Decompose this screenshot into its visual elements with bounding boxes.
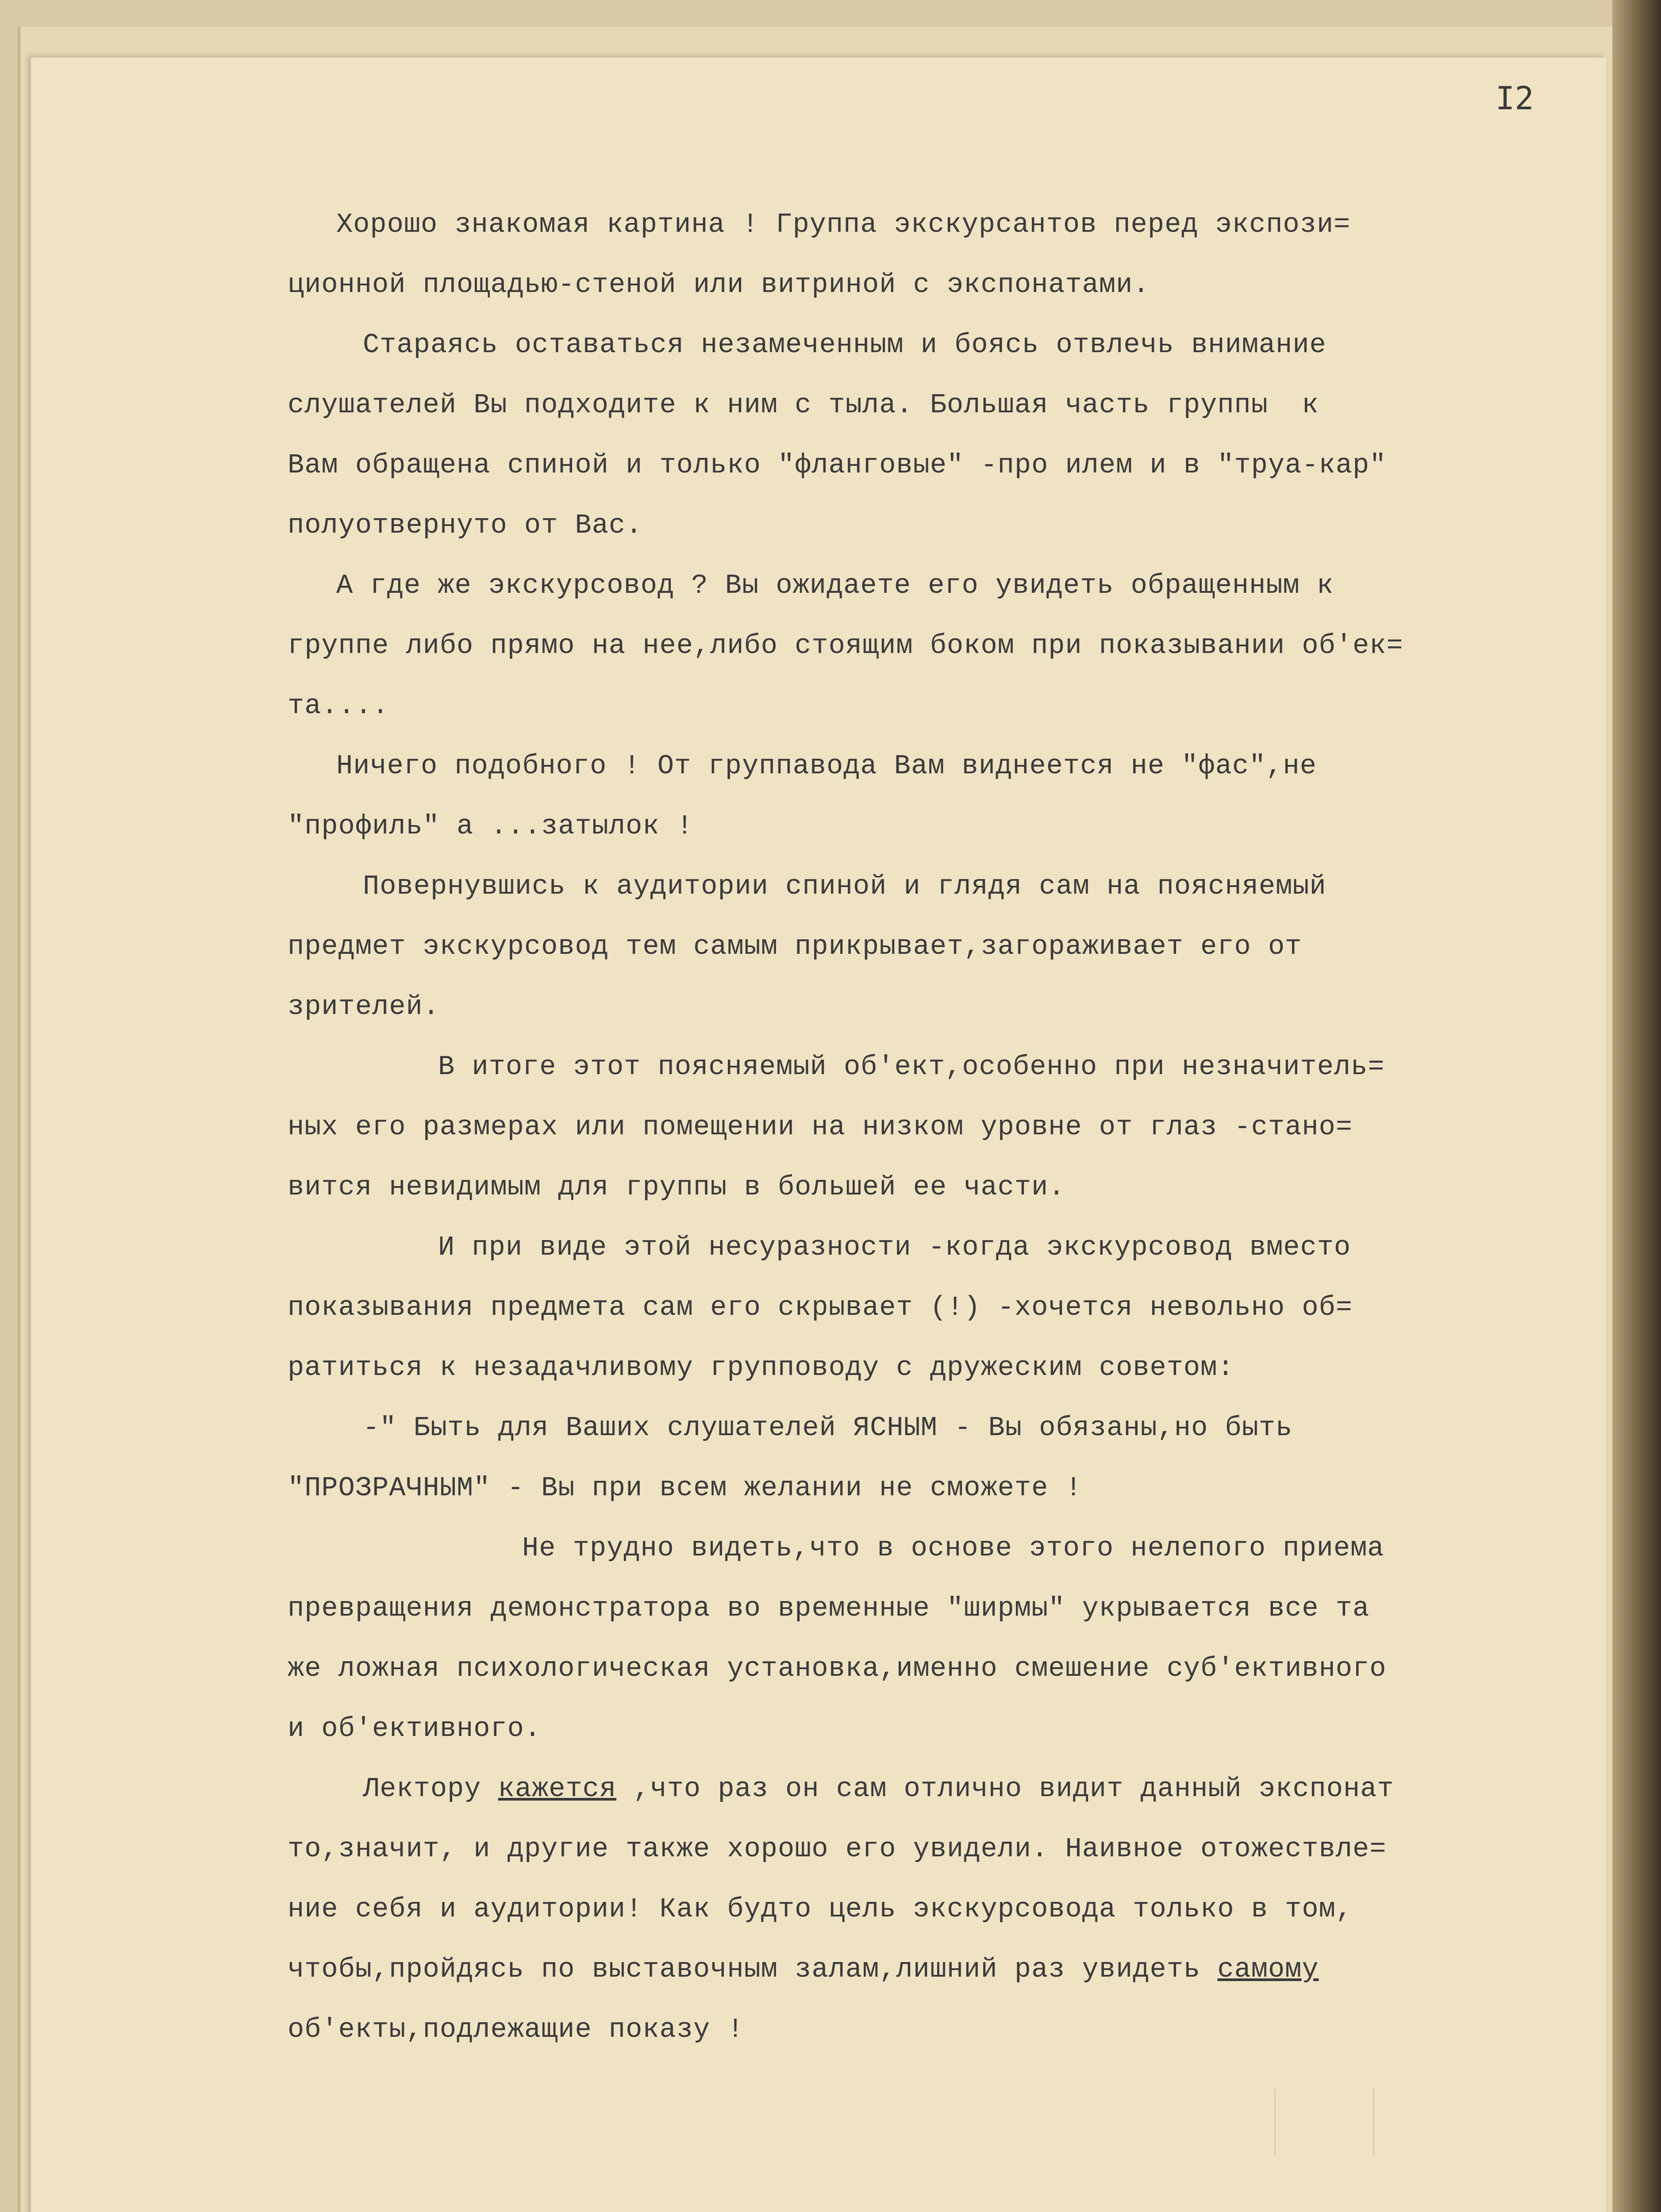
text-line: И при виде этой несуразности -когда экскурсовод вместо xyxy=(438,1232,1351,1263)
text-line: слушателей Вы подходите к ним с тыла. Большая часть группы к xyxy=(288,389,1319,421)
page-number: I2 xyxy=(1496,80,1534,117)
text-line: группе либо прямо на нее,либо стоящим боком при показывании об'ек= xyxy=(288,630,1403,661)
text-line: ратиться к незадачливому групповоду с дружеским советом: xyxy=(288,1352,1234,1383)
text-line: показывания предмета сам его скрывает (!) -хочется невольно об= xyxy=(288,1292,1353,1323)
text-line: то,значит, и другие также хорошо его увидели. Наивное отожествле= xyxy=(288,1833,1387,1865)
text-segment: чтобы,пройдясь по выставочным залам,лишний раз увидеть xyxy=(288,1954,1201,1985)
text-line: Повернувшись к аудитории спиной и глядя сам на поясняемый xyxy=(363,871,1326,902)
text-line: В итоге этот поясняемый об'ект,особенно при незначитель= xyxy=(438,1051,1385,1083)
text-line: та.... xyxy=(288,690,389,722)
text-line: вится невидимым для группы в большей ее части. xyxy=(288,1171,1065,1203)
text-line-with-underline xyxy=(288,1939,1571,2000)
faint-stamp xyxy=(1274,2088,1374,2154)
page-stack-edge xyxy=(1612,0,1661,2212)
text-line: зрителей. xyxy=(288,991,440,1022)
text-line: А где же экскурсовод ? Вы ожидаете его увидеть обращенным к xyxy=(336,570,1334,601)
text-line: "ПРОЗРАЧНЫМ" - Вы при всем желании не сможете ! xyxy=(288,1472,1082,1504)
text-segment: ,что раз он сам отлично видит данный экспонат xyxy=(616,1773,1394,1805)
text-line: "профиль" а ...затылок ! xyxy=(288,810,693,842)
text-line: ние себя и аудитории! Как будто цель экскурсовода только в том, xyxy=(288,1893,1353,1925)
text-line: Стараясь оставаться незамеченным и боясь отвлечь внимание xyxy=(363,329,1326,361)
text-line: Не трудно видеть,что в основе этого нелепого приема xyxy=(522,1532,1384,1564)
text-segment xyxy=(1200,1954,1217,1985)
underlined-word: кажется xyxy=(498,1773,617,1805)
text-line: предмет экскурсовод тем самым прикрывает,загораживает его от xyxy=(288,931,1302,962)
text-line: ных его размерах или помещении на низком уровне от глаз -стано= xyxy=(288,1111,1353,1143)
text-line: же ложная психологическая установка,именно смешение суб'ективного xyxy=(288,1653,1387,1684)
text-line-with-underline xyxy=(288,1759,1571,1819)
text-line: Вам обращена спиной и только "фланговые" -про илем и в "труа-кар" xyxy=(288,449,1387,481)
typed-text-body xyxy=(288,195,1571,2060)
text-line: об'екты,подлежащие показу ! xyxy=(288,2014,744,2045)
underlined-word: самому xyxy=(1217,1954,1319,1985)
text-line: полуотвернуто от Вас. xyxy=(288,510,643,541)
text-segment: Лектору xyxy=(363,1773,498,1805)
text-line: и об'ективного. xyxy=(288,1713,542,1744)
text-line: превращения демонстратора во временные "ширмы" укрывается все та xyxy=(288,1593,1370,1624)
text-line: ционной площадью-стеной или витриной с экспонатами. xyxy=(288,269,1150,300)
text-line: Ничего подобного ! От группавода Вам виднеется не "фас",не xyxy=(336,750,1317,782)
text-line: -" Быть для Ваших слушателей ЯСНЫМ - Вы обязаны,но быть xyxy=(363,1412,1293,1444)
text-line: Хорошо знакомая картина ! Группа экскурсантов перед экспози= xyxy=(336,209,1351,240)
